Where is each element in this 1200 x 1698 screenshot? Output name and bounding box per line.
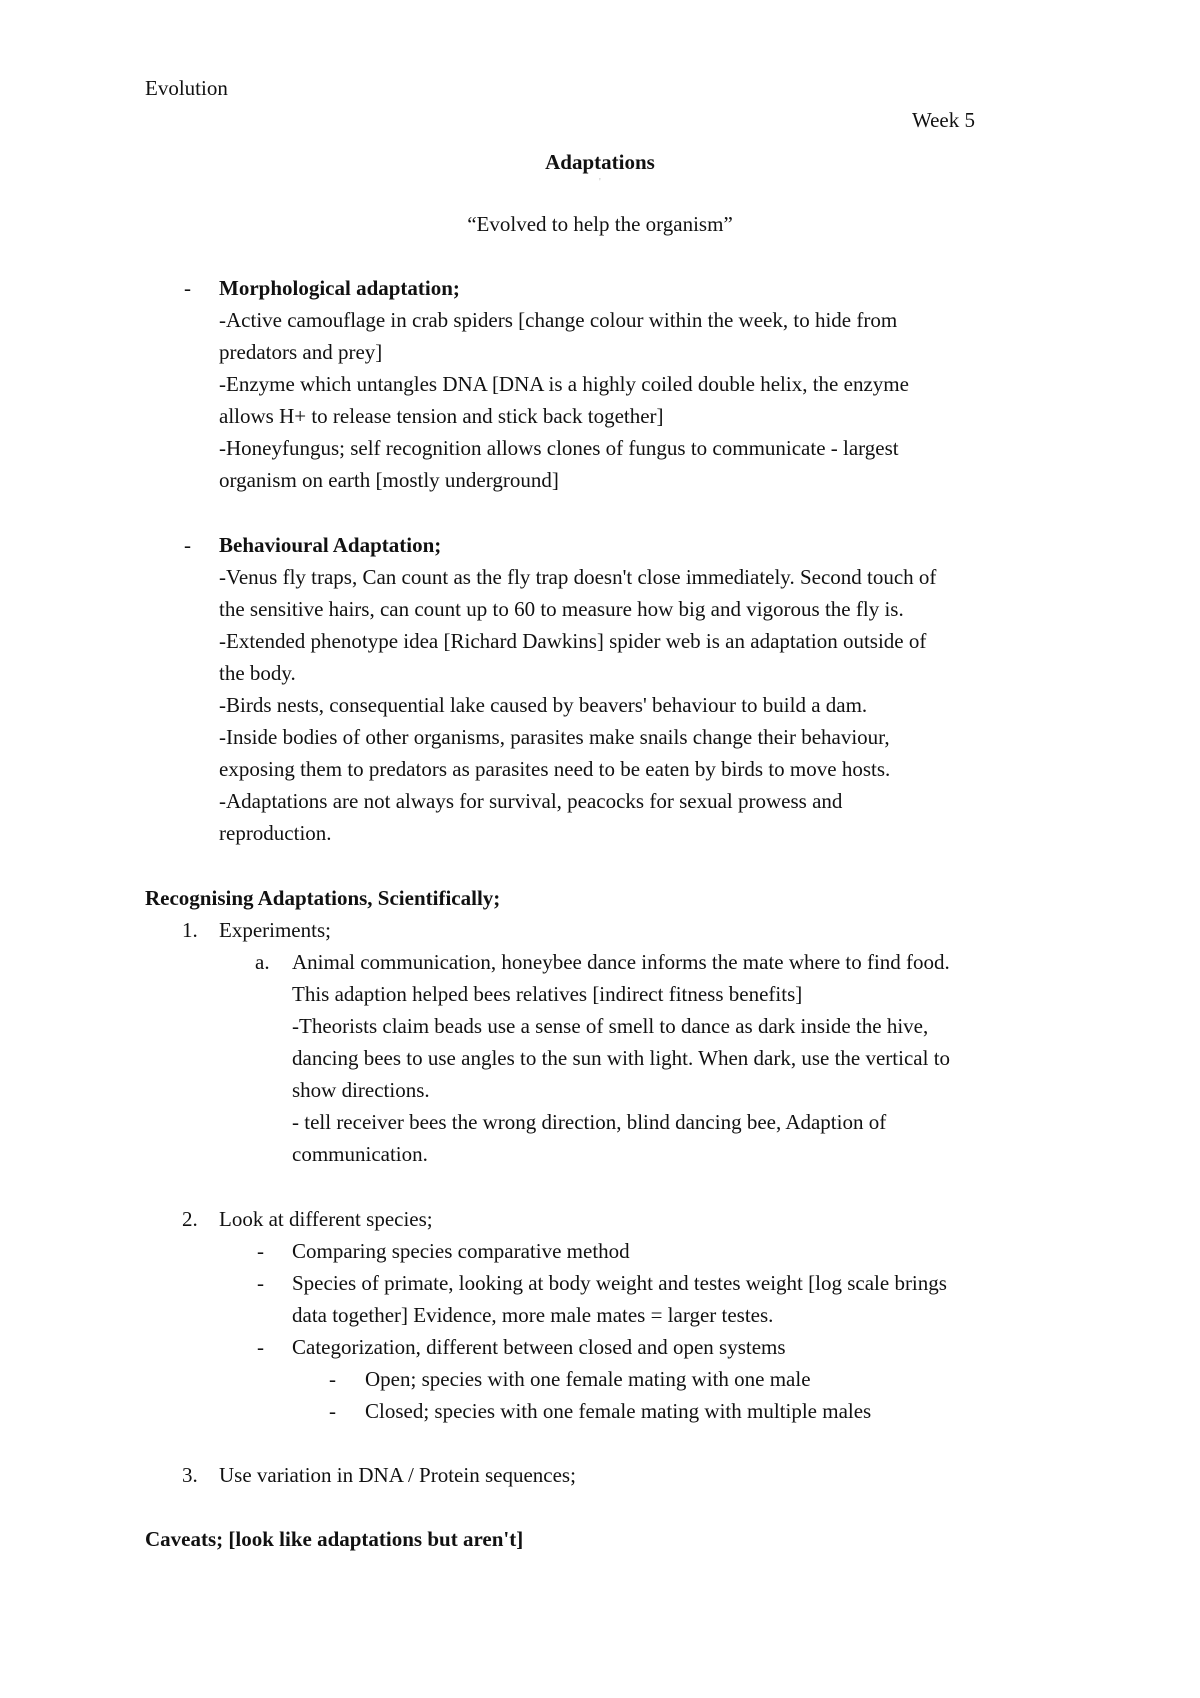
text-line: -Extended phenotype idea [Richard Dawkins] spider web is an adaptation outside of (219, 629, 927, 653)
text-line: organism on earth [mostly underground] (219, 468, 559, 492)
text-line: - tell receiver bees the wrong direction, blind dancing bee, Adaption of (292, 1110, 887, 1134)
list-number: 2. (182, 1207, 198, 1231)
bullet-dash: - (257, 1239, 264, 1263)
page-subtitle: “Evolved to help the organism” (467, 212, 733, 236)
bullet-dash: - (184, 276, 191, 300)
sub-bullet-text: Open; species with one female mating with one male (365, 1367, 811, 1391)
text-line: the sensitive hairs, can count up to 60 to measure how big and vigorous the fly is. (219, 597, 904, 621)
text-line: allows H+ to release tension and stick back together] (219, 404, 664, 428)
text-line: show directions. (292, 1078, 430, 1102)
text-line: -Venus fly traps, Can count as the fly trap doesn't close immediately. Second touch of (219, 565, 937, 589)
text-line: -Active camouflage in crab spiders [change colour within the week, to hide from (219, 308, 898, 332)
text-line: -Inside bodies of other organisms, parasites make snails change their behaviour, (219, 725, 890, 749)
text-line: -Enzyme which untangles DNA [DNA is a highly coiled double helix, the enzyme (219, 372, 909, 396)
bullet-text: Species of primate, looking at body weight and testes weight [log scale brings (292, 1271, 947, 1295)
text-line: dancing bees to use angles to the sun with light. When dark, use the vertical to (292, 1046, 951, 1070)
bullet-text: data together] Evidence, more male mates = larger testes. (292, 1303, 774, 1327)
text-line: exposing them to predators as parasites need to be eaten by birds to move hosts. (219, 757, 891, 781)
bullet-dash: - (257, 1271, 264, 1295)
list-item-label: Use variation in DNA / Protein sequences; (219, 1463, 576, 1487)
bullet-text: Categorization, different between closed and open systems (292, 1335, 786, 1359)
list-item-label: Look at different species; (219, 1207, 433, 1231)
experiments-notes (292, 946, 950, 1170)
morphological-notes (219, 304, 909, 496)
section-heading-behavioural: Behavioural Adaptation; (219, 533, 442, 557)
behavioural-notes (219, 561, 936, 849)
section-heading-caveats: Caveats; [look like adaptations but aren't] (145, 1527, 524, 1551)
bullet-text: Comparing species comparative method (292, 1239, 630, 1263)
text-line: the body. (219, 661, 296, 685)
sub-bullet-dash: - (329, 1399, 336, 1423)
text-line: Animal communication, honeybee dance informs the mate where to find food. (292, 950, 950, 974)
list-number: 1. (182, 918, 198, 942)
document-header-left: Evolution (145, 76, 228, 100)
text-line: -Theorists claim beads use a sense of smell to dance as dark inside the hive, (292, 1014, 929, 1038)
text-line: reproduction. (219, 821, 332, 845)
text-line: -Adaptations are not always for survival, peacocks for sexual prowess and (219, 789, 843, 813)
list-number: 3. (182, 1463, 198, 1487)
bullet-dash: - (257, 1335, 264, 1359)
text-line: communication. (292, 1142, 428, 1166)
sub-list-letter: a. (255, 950, 270, 974)
text-line: -Honeyfungus; self recognition allows clones of fungus to communicate - largest (219, 436, 899, 460)
document-header-right: Week 5 (911, 108, 975, 132)
faint-mark: ' (599, 177, 601, 188)
page-title: Adaptations (545, 150, 655, 174)
sub-bullet-dash: - (329, 1367, 336, 1391)
list-item-label: Experiments; (219, 918, 331, 942)
text-line: This adaption helped bees relatives [indirect fitness benefits] (292, 982, 803, 1006)
section-heading-recognising: Recognising Adaptations, Scientifically; (145, 886, 501, 910)
bullet-dash: - (184, 533, 191, 557)
section-heading-morphological: Morphological adaptation; (219, 276, 460, 300)
text-line: predators and prey] (219, 340, 383, 364)
text-line: -Birds nests, consequential lake caused by beavers' behaviour to build a dam. (219, 693, 868, 717)
sub-bullet-text: Closed; species with one female mating with multiple males (365, 1399, 872, 1423)
